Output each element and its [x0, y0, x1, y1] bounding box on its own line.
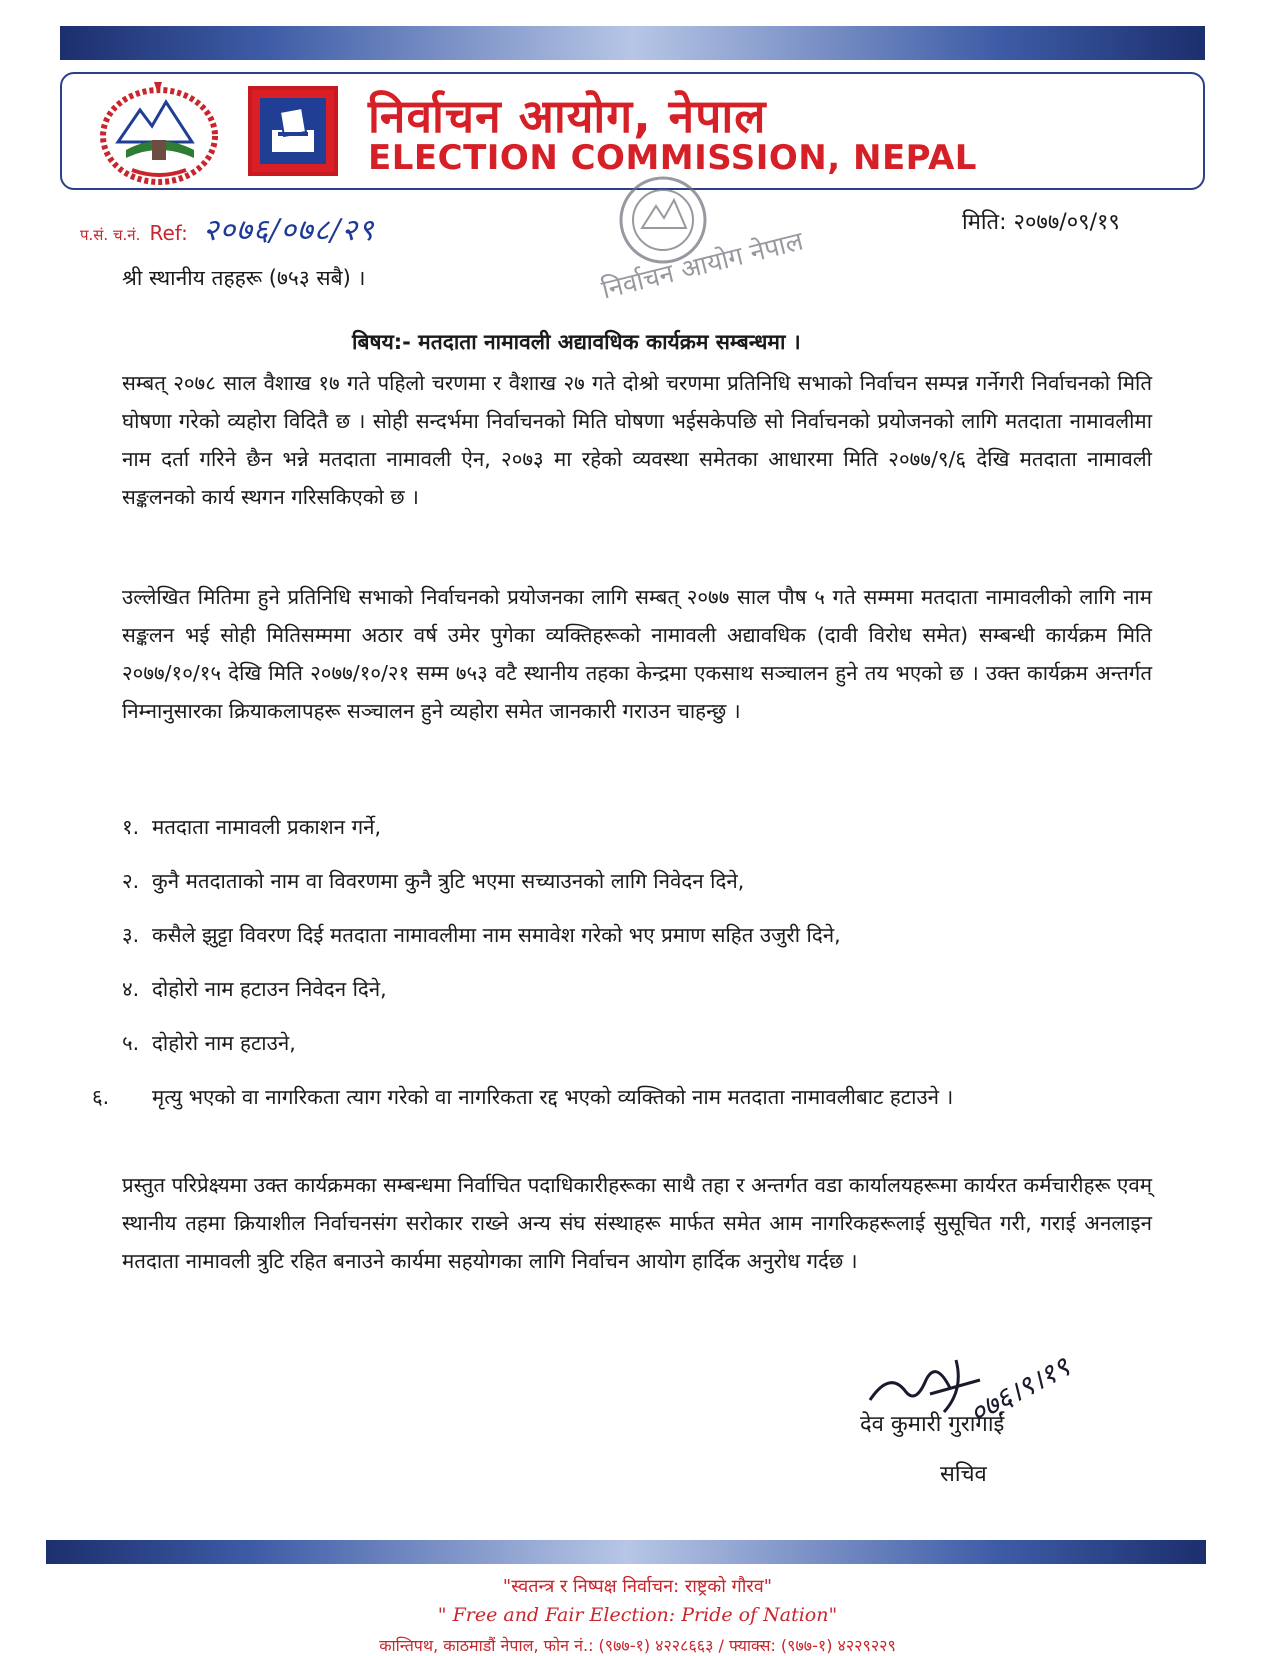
activity-text: दोहोरो नाम हटाउने, — [152, 1031, 296, 1055]
activity-item — [122, 970, 1152, 1008]
activity-text: मतदाता नामावली प्रकाशन गर्ने, — [152, 815, 382, 839]
reference-label-nepali: प.सं. च.नं. — [80, 226, 141, 244]
signer-name: देव कुमारी गुरागाईं — [860, 1412, 1005, 1437]
svg-text:०७६।९।१९: ०७६।९।१९ — [963, 1350, 1076, 1431]
activity-text: दोहोरो नाम हटाउन निवेदन दिने, — [152, 977, 387, 1001]
reference-number: २०७६/०७८/२९ — [202, 213, 375, 248]
body-paragraph-1: सम्बत् २०७८ साल वैशाख १७ गते पहिलो चरणमा र वैशाख २७ गते दोश्रो चरणमा प्रतिनिधि सभाको निर्वाचन सम्पन्न गर्नेगरी निर्वाचनको मिति घोषणा गरेको व्यहोरा विदितै छ । सोही सन्दर्भमा निर्वाचनको मिति घोषणा भईसकेपछि सो निर्वाचनको प्रयोजनको लागि मतदाता नामावलीमा नाम दर्ता गरिने छैन भन्ने मतदाता नामावली ऐन, २०७३ मा रहेको व्यवस्था समेतका आधारमा मिति २०७७/९/६ देखि मतदाता नामावली सङ्कलनको कार्य स्थगन गरिसकिएको छ । — [122, 371, 1152, 509]
ballot-logo-icon — [248, 86, 338, 176]
official-seal-stamp — [578, 172, 807, 322]
activity-text: कुनै मतदाताको नाम वा विवरणमा कुनै त्रुटि भएमा सच्याउनको लागि निवेदन दिने, — [152, 869, 745, 893]
date-label: मिति: — [962, 210, 1007, 235]
activity-number: ४. — [122, 977, 140, 1001]
activity-number: ५. — [122, 1031, 140, 1055]
subject-line: बिषय:- मतदाता नामावली अद्यावधिक कार्यक्रम सम्बन्धमा । — [352, 330, 801, 354]
activity-item — [122, 1024, 1152, 1062]
header-title-nepali: निर्वाचन आयोग, नेपाल — [368, 89, 767, 143]
activity-text: कसैले झुट्टा विवरण दिई मतदाता नामावलीमा नाम समावेश गरेको भए प्रमाण सहित उजुरी दिने, — [152, 923, 841, 947]
body-paragraph-2: उल्लेखित मितिमा हुने प्रतिनिधि सभाको निर्वाचनको प्रयोजनका लागि सम्बत् २०७७ साल पौष ५ गते सम्ममा मतदाता नामावलीको लागि नाम सङ्कलन भई सोही मितिसम्ममा अठार वर्ष उमेर पुगेका व्यक्तिहरूको नामावली अद्यावधिक (दावी विरोध समेत) सम्बन्धी कार्यक्रम मिति २०७७/१०/१५ देखि मिति २०७७/१०/२१ सम्म ७५३ वटै स्थानीय तहका केन्द्रमा एकसाथ सञ्चालन हुने तय भएको छ । उक्त कार्यक्रम अन्तर्गत निम्नानुसारका क्रियाकलापहरू सञ्चालन हुने व्यहोरा समेत जानकारी गराउन चाहन्छु । — [122, 585, 1152, 723]
activity-number: २. — [122, 869, 140, 893]
activity-number: ३. — [122, 923, 140, 947]
svg-text:निर्वाचन आयोग नेपाल: निर्वाचन आयोग नेपाल — [598, 226, 807, 306]
footer-address: कान्तिपथ, काठमाडौं नेपाल, फोन नं.: (९७७-१) ४२२८६६३ / फ्याक्स: (९७७-१) ४२२९२२९ — [379, 1636, 896, 1655]
footer-slogan-nepali: "स्वतन्त्र र निष्पक्ष निर्वाचन: राष्ट्रको गौरव" — [502, 1576, 773, 1597]
activity-item — [122, 808, 1152, 846]
activity-item — [122, 862, 1152, 900]
header-band — [60, 26, 1205, 60]
activity-item — [122, 916, 1152, 954]
activity-text: मृत्यु भएको वा नागरिकता त्याग गरेको वा नागरिकता रद्द भएको व्यक्तिको नाम मतदाता नामावलीबाट हटाउने । — [152, 1085, 954, 1109]
footer-band — [46, 1540, 1206, 1564]
recipient: श्री स्थानीय तहहरू (७५३ सबै) । — [122, 266, 366, 290]
date-value: २०७७/०९/१९ — [1013, 210, 1120, 235]
activity-number: १. — [122, 815, 140, 839]
reference-label-english: Ref: — [149, 221, 188, 245]
reference-line — [80, 208, 375, 249]
signer-title: सचिव — [940, 1462, 987, 1487]
activity-number: ६. — [92, 1085, 110, 1109]
activity-item — [92, 1078, 1152, 1116]
nepal-emblem-icon — [96, 80, 222, 188]
closing-paragraph: प्रस्तुत परिप्रेक्ष्यमा उक्त कार्यक्रमका सम्बन्धमा निर्वाचित पदाधिकारीहरूका साथै तहा र अन्तर्गत वडा कार्यालयहरूमा कार्यरत कर्मचारीहरू एवम् स्थानीय तहमा क्रियाशील निर्वाचनसंग सरोकार राख्ने अन्य संघ संस्थाहरू मार्फत समेत आम नागरिकहरूलाई सुसूचित गरी, गराई अनलाइन मतदाता नामावली त्रुटि रहित बनाउने कार्यमा सहयोगका लागि निर्वाचन आयोग हार्दिक अनुरोध गर्दछ । — [122, 1173, 1152, 1273]
header-title-english: ELECTION COMMISSION, NEPAL — [368, 138, 977, 178]
footer-slogan-english: " Free and Fair Election: Pride of Nation" — [437, 1604, 838, 1626]
letter-date — [962, 206, 1120, 236]
